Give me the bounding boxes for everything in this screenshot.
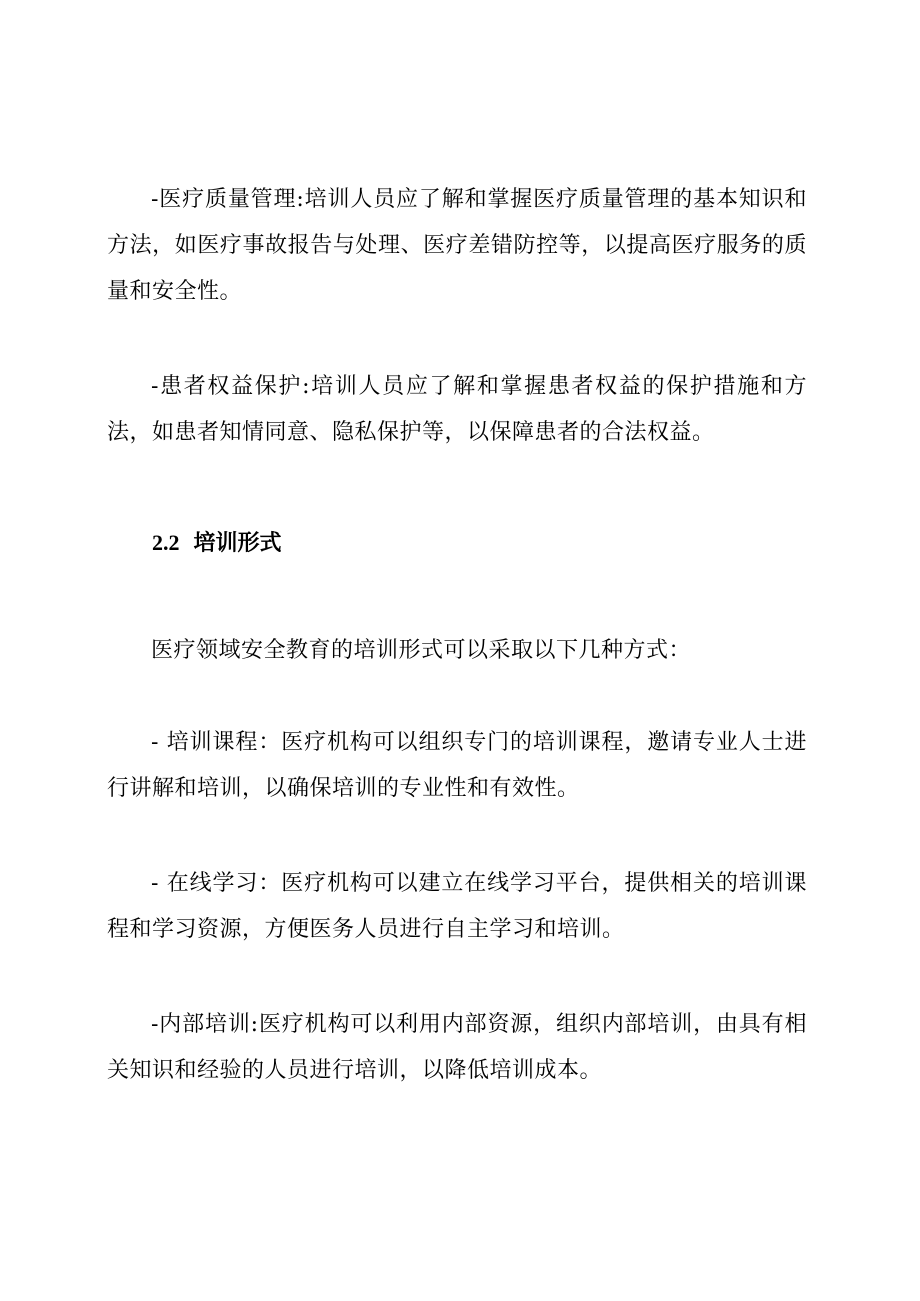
paragraph-medical-quality-management: -医疗质量管理:培训人员应了解和掌握医疗质量管理的基本知识和方法，如医疗事故报告与处理、医疗差错防控等，以提高医疗服务的质量和安全性。 [107, 187, 807, 304]
paragraph-patient-rights-protection: -患者权益保护:培训人员应了解和掌握患者权益的保护措施和方法，如患者知情同意、隐私保护等，以保障患者的合法权益。 [107, 374, 807, 445]
section-number: 2.2 [152, 530, 180, 555]
section-heading [152, 527, 282, 560]
section-title: 培训形式 [193, 531, 282, 556]
paragraph-training-courses: - 培训课程：医疗机构可以组织专门的培训课程，邀请专业人士进行讲解和培训，以确保培训的专业性和有效性。 [107, 730, 807, 801]
paragraph-training-forms-intro: 医疗领域安全教育的培训形式可以采取以下几种方式： [151, 638, 692, 663]
paragraph-internal-training: -内部培训:医疗机构可以利用内部资源，组织内部培训，由具有相关知识和经验的人员进行培训，以降低培训成本。 [107, 1012, 807, 1083]
paragraph-online-learning: - 在线学习：医疗机构可以建立在线学习平台，提供相关的培训课程和学习资源，方便医务人员进行自主学习和培训。 [107, 871, 807, 942]
